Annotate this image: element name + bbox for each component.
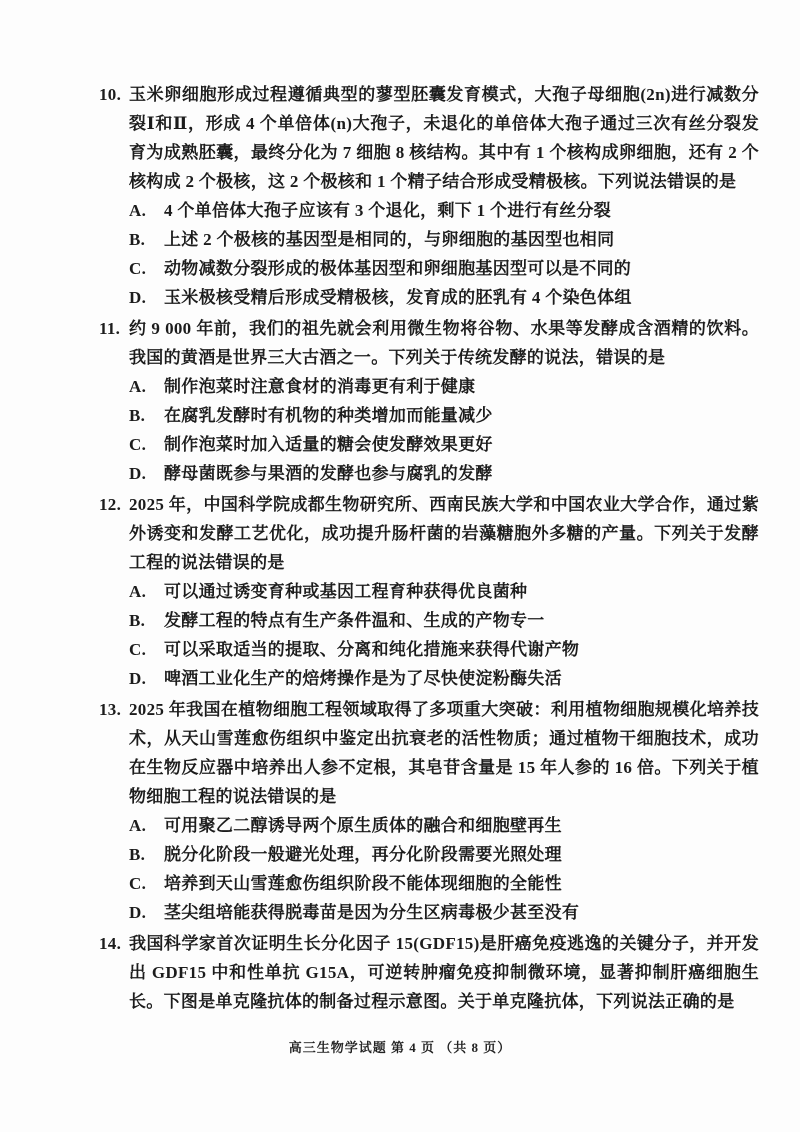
- options-list: [129, 196, 759, 312]
- option-text: 培养到天山雪莲愈伤组织阶段不能体现细胞的全能性: [164, 874, 562, 893]
- option-text: 酵母菌既参与果酒的发酵也参与腐乳的发酵: [164, 464, 493, 483]
- option-label: A.: [129, 377, 147, 396]
- option-text: 啤酒工业化生产的焙烤操作是为了尽快使淀粉酶失活: [164, 669, 562, 688]
- answer-option: [129, 430, 759, 459]
- answer-option: [129, 254, 759, 283]
- option-label: C.: [129, 640, 147, 659]
- option-text: 可以采取适当的提取、分离和纯化措施来获得代谢产物: [164, 640, 580, 659]
- question: [99, 929, 759, 1016]
- question-body: [129, 929, 759, 1016]
- option-label: B.: [129, 845, 146, 864]
- option-text: 发酵工程的特点有生产条件温和、生成的产物专一: [164, 611, 545, 630]
- answer-option: [129, 869, 759, 898]
- questions-list: [99, 80, 759, 1018]
- question-stem: 玉米卵细胞形成过程遵循典型的蓼型胚囊发育模式，大孢子母细胞(2n)进行减数分裂Ⅰ和Ⅱ，形成 4 个单倍体(n)大孢子，未退化的单倍体大孢子通过三次有丝分裂发育为成熟胚囊，最终分化为 7 细胞 8 核结构。其中有 1 个核构成卵细胞，还有 2 个核构成 2 个极核，这 2 个极核和 1 个精子结合形成受精极核。下列说法错误的是: [129, 85, 759, 191]
- option-text: 制作泡菜时注意食材的消毒更有利于健康: [164, 377, 476, 396]
- answer-option: [129, 196, 759, 225]
- question: [99, 314, 759, 488]
- answer-option: [129, 840, 759, 869]
- answer-option: [129, 372, 759, 401]
- option-text: 动物减数分裂形成的极体基因型和卵细胞基因型可以是不同的: [164, 259, 632, 278]
- answer-option: [129, 811, 759, 840]
- answer-option: [129, 606, 759, 635]
- question-number: 12.: [99, 495, 122, 514]
- answer-option: [129, 283, 759, 312]
- option-label: D.: [129, 669, 147, 688]
- question-number: 10.: [99, 85, 122, 104]
- options-list: [129, 577, 759, 693]
- option-label: A.: [129, 582, 147, 601]
- answer-option: [129, 664, 759, 693]
- option-label: D.: [129, 288, 147, 307]
- option-text: 茎尖组培能获得脱毒苗是因为分生区病毒极少甚至没有: [164, 903, 580, 922]
- question-body: [129, 695, 759, 927]
- option-text: 可用聚乙二醇诱导两个原生质体的融合和细胞壁再生: [164, 816, 562, 835]
- question: [99, 695, 759, 927]
- option-label: C.: [129, 874, 147, 893]
- option-text: 4 个单倍体大孢子应该有 3 个退化，剩下 1 个进行有丝分裂: [164, 201, 612, 220]
- question-stem: 2025 年，中国科学院成都生物研究所、西南民族大学和中国农业大学合作，通过紫外诱变和发酵工艺优化，成功提升肠杆菌的岩藻糖胞外多糖的产量。下列关于发酵工程的说法错误的是: [129, 495, 759, 572]
- option-label: A.: [129, 201, 147, 220]
- options-list: [129, 811, 759, 927]
- option-label: B.: [129, 611, 146, 630]
- question-stem: 2025 年我国在植物细胞工程领域取得了多项重大突破：利用植物细胞规模化培养技术，从天山雪莲愈伤组织中鉴定出抗衰老的活性物质；通过植物干细胞技术，成功在生物反应器中培养出人参不定根，其皂苷含量是 15 年人参的 16 倍。下列关于植物细胞工程的说法错误的是: [129, 700, 759, 806]
- answer-option: [129, 401, 759, 430]
- question-stem: 我国科学家首次证明生长分化因子 15(GDF15)是肝癌免疫逃逸的关键分子，并开发出 GDF15 中和性单抗 G15A，可逆转肿瘤免疫抑制微环境，显著抑制肝癌细胞生长。下图是单克隆抗体的制备过程示意图。关于单克隆抗体，下列说法正确的是: [129, 934, 759, 1011]
- option-text: 制作泡菜时加入适量的糖会使发酵效果更好: [164, 435, 493, 454]
- option-label: B.: [129, 230, 146, 249]
- option-label: C.: [129, 435, 147, 454]
- answer-option: [129, 898, 759, 927]
- option-label: D.: [129, 464, 147, 483]
- question-stem: 约 9 000 年前，我们的祖先就会利用微生物将谷物、水果等发酵成含酒精的饮料。我国的黄酒是世界三大古酒之一。下列关于传统发酵的说法，错误的是: [129, 319, 759, 367]
- option-text: 玉米极核受精后形成受精极核，发育成的胚乳有 4 个染色体组: [164, 288, 632, 307]
- question-number: 13.: [99, 700, 122, 719]
- question-body: [129, 80, 759, 312]
- question-body: [129, 490, 759, 693]
- option-text: 可以通过诱变育种或基因工程育种获得优良菌种: [164, 582, 528, 601]
- question: [99, 490, 759, 693]
- question-body: [129, 314, 759, 488]
- option-label: D.: [129, 903, 147, 922]
- options-list: [129, 372, 759, 488]
- option-text: 上述 2 个极核的基因型是相同的，与卵细胞的基因型也相同: [164, 230, 615, 249]
- question-number: 14.: [99, 934, 122, 953]
- option-label: A.: [129, 816, 147, 835]
- answer-option: [129, 577, 759, 606]
- option-label: C.: [129, 259, 147, 278]
- question: [99, 80, 759, 312]
- answer-option: [129, 635, 759, 664]
- answer-option: [129, 459, 759, 488]
- answer-option: [129, 225, 759, 254]
- option-text: 脱分化阶段一般避光处理，再分化阶段需要光照处理: [164, 845, 562, 864]
- question-number: 11.: [99, 319, 121, 338]
- page-footer: [0, 1039, 800, 1057]
- option-label: B.: [129, 406, 146, 425]
- option-text: 在腐乳发酵时有机物的种类增加而能量减少: [164, 406, 493, 425]
- footer-text: 高三生物学试题 第 4 页 （共 8 页）: [288, 1040, 512, 1055]
